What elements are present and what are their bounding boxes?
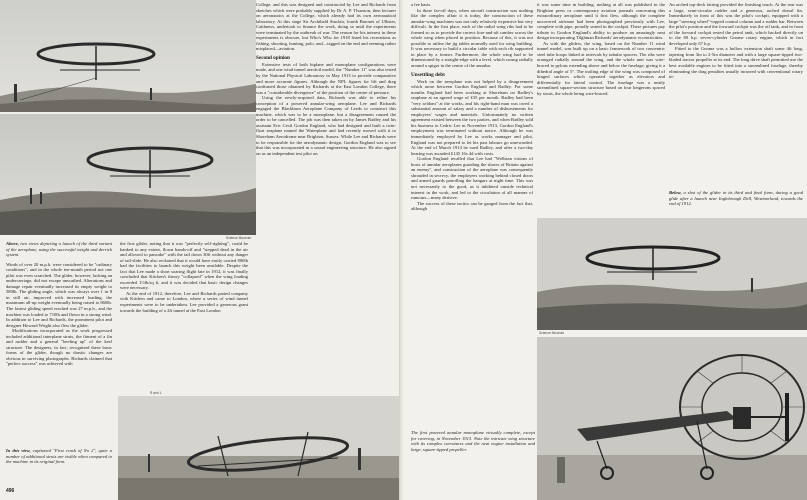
photo-powered-monoplane — [537, 337, 807, 500]
powered-monoplane-illustration — [537, 337, 807, 500]
right-column-1-caption — [411, 430, 535, 498]
right-page — [403, 0, 807, 500]
right-col1-para-5: The success of these tactics can be gauged from the fact that, although — [411, 200, 533, 212]
left-page — [0, 0, 401, 500]
photo-glider-launch-views — [0, 0, 256, 235]
right-col1-para-2: In those far-off days, when aircraft construction was nothing like the complex affair it is today, the construction of these annular-wing machines was not only relatively expensive but very difficult. In the first place, each of the radial wing ribs had to be formed so as to provide the correct fore-and-aft camber across the whole wing when placed in position. Because of this, it was not possible to utilise the jig tables normally used for wing building. It was necessary to build a circular table with each rib supported in place by a former. Furthermore, the whole wing had to be dimensioned by a straight-edge with a level, which swung radially around a spigot in the centre of the annulus. — [411, 7, 533, 69]
glider-final-illustration — [537, 218, 807, 330]
right-col3-para-1: An arched top-deck fairing provided the finishing touch. At the rear was a large, semi-circular rudder and a generous, arched dorsal fin. Immediately in front of this was the pilot's cockpit, equipped with a large "steering wheel"-topped control column and a rudder bar. Between the pilot's position and the forward cockpit was the oil tank, and in front of the forward cockpit rested the petrol tank, which backed directly on to the 80 h.p. seven-cylinder Gnome rotary engine, which in fact developed only 67 h.p. — [669, 2, 803, 46]
photo-glider-final-form — [537, 218, 807, 330]
crash-illustration — [118, 396, 401, 500]
caption-powered-monoplane: The first powered annular monoplane virtually complete, except for covering, in November 1913. Note the intricate wing structure with its complex curvatures and the neat engine installation and large, square-tipped propeller. — [411, 430, 535, 452]
caption-glider-final-form: Below, a shot of the glider in its third and final form, during a good glide after a launch near Inglebrough Dell, Westmorland, towards the end of 1912. — [669, 190, 803, 207]
subhead-second-opinion: Second opinion — [256, 54, 290, 61]
caption-top: Above, two views depicting a launch of the third variant of the aeroplane, using the successful weight and derrick system. — [6, 241, 112, 258]
right-col1-para-1: a fee basis. — [411, 2, 432, 7]
right-col2-para-1: it was some time in building, nothing at all was published in the Brighton press or contemporary aviation journals concerning this extraordinary aeroplane until it first flew, although the complete uncovered airframe had been photographed previously with Lee, complete with pipe, proudly seated in the cockpit. These pictures pay tribute to Gordon England's ability to produce an amazingly neat design incorporating Tilghman Richards' aerodynamic eccentricities. — [537, 2, 665, 41]
right-col1-para-3: Work on the aeroplane was not helped by a disagreement which arose between Gordon England and Radley. For some months England had been working at Shoreham on Radley's seaplane at an agreed wage of £35 per month. Radley had been "very seldom" at the works, and his right-hand man was owed a substantial amount of salary and a number of disbursements for employees' wages and materials. Unfortunately no written agreement existed between the two parties, and when Radley sold his business to Cedric Lee in November 1913, Gordon England's employment was terminated without notice. Although he was immediately employed by Lee as works manager and pilot, England was not prepared to let his past labours go unrewarded. At the end of March 1914 he sued Radley, and after a two-day hearing was awarded £145 16s 4d with costs. — [411, 78, 533, 156]
left-col2-para-2: At the end of 1912, therefore, Lee and Richards parted company with Kitchen and came to London, where a series of wind tunnel experiments were to be undertaken. Lee provided a generous grant towards the building of a 2ft tunnel at the East London — [120, 290, 248, 313]
right-col1-para-4: Gordon England recalled that Lee had "Wellsian visions of hosts of annular aeroplanes guarding the shores of Britain against an enemy", and construction of the aeroplane was consequently shrouded in secrecy, the employees working behind closed doors and armed guards patrolling the hangars at night time. This was not necessarily to the good, as it inhibited outside technical interest in the work, and led to the circulation of all manner of rumours—many derisive. — [411, 156, 533, 201]
caption-bottom: In this view, captioned "First crash of No 2", quite a number of additional struts are visible when compared to the machine in its original form. — [6, 448, 112, 465]
left-column-1 — [6, 241, 112, 477]
left-column-3 — [256, 2, 396, 388]
right-column-2 — [537, 2, 665, 214]
photo-credit-top: Science Museum — [226, 236, 252, 240]
subhead-unsettling-debt: Unsettling debt — [411, 71, 445, 78]
right-column-3 — [669, 2, 803, 186]
page-number-left: 496 — [6, 488, 15, 494]
left-col3-para-2: Extensive tests of both biplane and monoplane configurations were made, and one wind tunnel aerofoil model, the "Number 11" was also tested by the National Physical Laboratory in May 1913 to provide comparative and more accurate figures. Although the NPL figures for lift and drag confirmed those obtained by Richards at the East London College, there was a "considerable divergence" of the position of the centre of pressure. — [256, 61, 396, 95]
right-column-3-caption — [669, 190, 803, 216]
photo-credit-bottom: R and L — [150, 391, 162, 395]
left-col1-para-2: Modifications incorporated as the work progressed included additional interplane struts, the fitment of a fin and rudder and a general "beefing up" of the keel structure. The designers, in fact, recognised these basic forms of the glider, though no drastic changes are obvious in surviving photographs. Richards claimed that "perfect success" was achieved with — [6, 328, 112, 367]
right-col2-para-2: As with the gliders, the wing, based on the Number 11 wind tunnel model, was built up on a basic framework of two concentric steel tube hoops linked at intervals by tubular spacers. The ribs were arranged radially around the wing, and the whole unit was wire-braced to pylons extending above and below the fuselage, giving it a dihedral angle of 5°. The trailing edge of the wing was composed of hinged surfaces which operated together as elevators and differentially for lateral control. The fuselage was a neatly streamlined square-section structure based on four longerons spaced by struts, the whole being wire-braced. — [537, 40, 665, 96]
left-col3-para-1: College, and this was designed and constructed by Lee and Richards from sketches which were probably supplied by Dr A. P. Thurston, then lecturer on aeronautics at the College, which already had its own aeronautical laboratory. At this stage Sir Archibald Sinclair, fourth Baronet of Ulbster, Caithness, undertook to finance the work, doing so until the experiments were terminated by the outbreak of war. The reason for his interest in these experiments is obscure, but Who's Who for 1918 listed his recreations as fishing, shooting, hunting, polo, and—tagged on the end and seeming rather misplaced—aviation. — [256, 2, 396, 52]
right-col3-para-2: Fitted to the Gnome was a hollow extension shaft some 4ft long, tapering from 3in to 2-5in diameter and with a large square-tipped two-bladed tractor propeller at its end. The long drive shaft permitted use the best available engines to be fitted into a streamlined fuselage, thereby eliminating the drag penalties usually incurred with conventional rotary in- — [669, 46, 803, 80]
glider-launch-illustration — [0, 0, 256, 235]
left-col1-para-1: Winds of over 20 m.p.h. were considered to be "ordinary conditions", and in the whole ten-month period not one pilot was even scratched. The glider, however, lacking an undercarriage, did not escape unscathed. Alterations and damage repair eventually increased its empty weight to 580lb. The gliding angle, which was always over 1 in 8 in still air, improved with increased loading, the maximum all-up weight eventually being raised to 860lb. The fastest gliding speed reached was 27 m.p.h., and the machine was loaded to 710lb and flown in a strong wind. In addition to Lee and Richards, the prominent pilot and designer Howard Wright also flew the glider. — [6, 261, 112, 328]
right-column-1 — [411, 2, 533, 422]
left-column-2 — [120, 241, 248, 387]
left-column-1-caption-bottom — [6, 448, 112, 478]
photo-first-crash — [118, 396, 401, 500]
photo-credit-mid: Science Museum — [539, 331, 565, 335]
left-col2-para-1: the first glider, noting that it was "perfectly self-righting", could be banked to any extent, flown hands-off and "stepped dead in the air and allowed to pancake" with the tail down 30ft without any danger of tail-slide. He also reckoned that it would have easily carried 800lb had the facilities to launch this weight been available. Despite the fact that Lee made a short soaring flight late in 1912, it was finally concluded that Kitchen's theory "collapsed" when the wing loading exceeded 1½lb/sq ft, and it was decided that basic design changes were necessary. — [120, 241, 248, 291]
left-col3-para-3: Using the newly-acquired data, Richards was able to refine his conception of a powered annular-wing aeroplane. Lee and Richards engaged the Blackburn Aeroplane Company of Leeds to construct this machine, which was to be a monoplane, but a disagreement caused the order to be cancelled. The job was then taken on by James Radley and his assistant Eric Cecil Gordon England, who had designed and built a twin-float seaplane named the Waterplane and had recently moved with it to Shoreham Aerodrome near Brighton, Sussex. While Lee and Richards were to be responsible for the aerodynamic design, Gordon England was to see that this was incorporated in a sound engineering structure. He also signed on as an independent test pilot on — [256, 95, 396, 156]
